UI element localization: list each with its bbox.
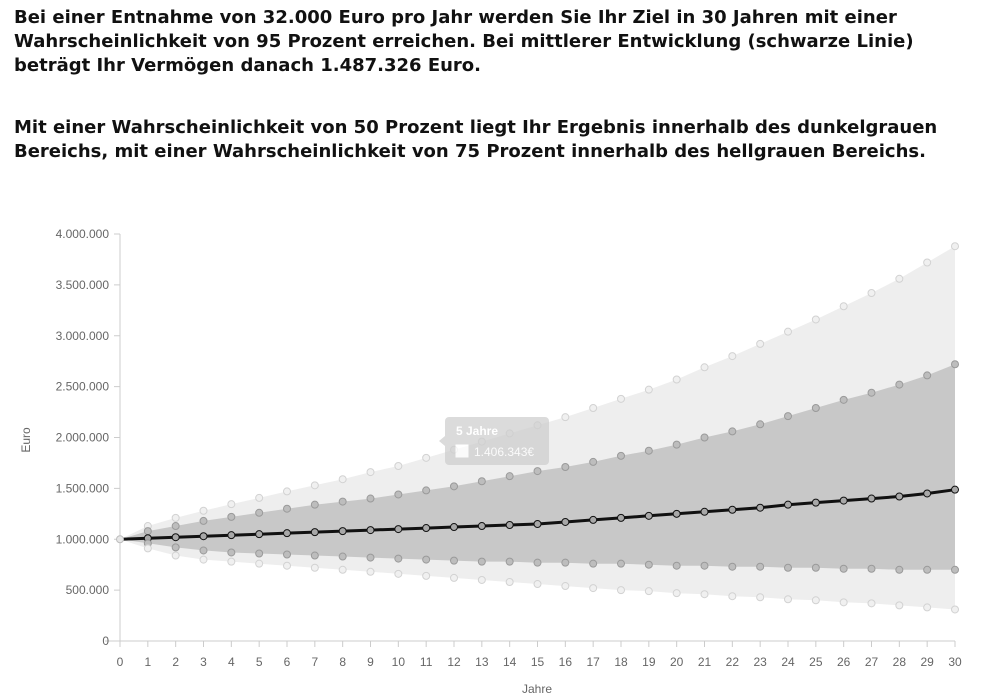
x-tick-label: 8 bbox=[339, 655, 347, 669]
inner-lower-point bbox=[451, 557, 458, 564]
outer-upper-point bbox=[924, 259, 931, 266]
outer-lower-point bbox=[868, 600, 875, 607]
outer-lower-point bbox=[200, 556, 207, 563]
median-point bbox=[172, 534, 179, 541]
inner-upper-point bbox=[478, 478, 485, 485]
x-tick-label: 6 bbox=[283, 655, 291, 669]
outer-upper-point bbox=[339, 476, 346, 483]
inner-upper-point bbox=[562, 464, 569, 471]
x-tick-label: 20 bbox=[669, 655, 684, 669]
median-point bbox=[785, 501, 792, 508]
outer-upper-point bbox=[395, 462, 402, 469]
median-point bbox=[729, 506, 736, 513]
outer-lower-point bbox=[451, 574, 458, 581]
inner-upper-point bbox=[757, 421, 764, 428]
outer-upper-point bbox=[423, 454, 430, 461]
outer-lower-point bbox=[701, 591, 708, 598]
x-tick-label: 18 bbox=[614, 655, 628, 669]
inner-lower-point bbox=[757, 563, 764, 570]
inner-upper-point bbox=[785, 413, 792, 420]
median-point bbox=[840, 497, 847, 504]
x-tick-label: 17 bbox=[586, 655, 600, 669]
median-point bbox=[645, 512, 652, 519]
outer-upper-point bbox=[785, 328, 792, 335]
tooltip-swatch bbox=[456, 445, 468, 457]
start-point bbox=[117, 536, 124, 543]
outer-upper-point bbox=[673, 376, 680, 383]
outer-upper-point bbox=[590, 404, 597, 411]
median-point bbox=[256, 531, 263, 538]
median-point bbox=[952, 486, 959, 493]
outer-lower-point bbox=[478, 576, 485, 583]
outer-upper-point bbox=[729, 353, 736, 360]
y-tick-label: 2.500.000 bbox=[55, 379, 109, 394]
x-tick-label: 3 bbox=[200, 655, 207, 669]
inner-lower-point bbox=[367, 554, 374, 561]
outer-lower-point bbox=[924, 604, 931, 611]
outer-upper-point bbox=[284, 488, 291, 495]
outer-lower-point bbox=[534, 581, 541, 588]
inner-lower-point bbox=[590, 560, 597, 567]
x-tick-label: 14 bbox=[502, 655, 517, 669]
inner-lower-point bbox=[952, 566, 959, 573]
inner-lower-point bbox=[534, 559, 541, 566]
x-tick-label: 4 bbox=[227, 655, 235, 669]
x-tick-label: 13 bbox=[475, 655, 489, 669]
inner-lower-point bbox=[423, 556, 430, 563]
inner-upper-point bbox=[451, 483, 458, 490]
inner-upper-point bbox=[144, 528, 151, 535]
inner-lower-point bbox=[311, 552, 318, 559]
x-tick-label: 29 bbox=[920, 655, 934, 669]
inner-upper-point bbox=[395, 491, 402, 498]
median-point bbox=[896, 493, 903, 500]
y-tick-label: 500.000 bbox=[65, 583, 109, 598]
outer-lower-point bbox=[896, 602, 903, 609]
outer-lower-point bbox=[172, 552, 179, 559]
median-point bbox=[478, 523, 485, 530]
x-tick-label: 0 bbox=[116, 655, 124, 669]
x-tick-label: 24 bbox=[781, 655, 795, 669]
outer-lower-point bbox=[228, 558, 235, 565]
outer-upper-point bbox=[367, 469, 374, 476]
y-tick-label: 3.500.000 bbox=[55, 277, 109, 292]
inner-lower-point bbox=[729, 563, 736, 570]
x-tick-label: 19 bbox=[642, 655, 656, 669]
x-tick-label: 25 bbox=[809, 655, 823, 669]
outer-lower-point bbox=[284, 562, 291, 569]
x-axis-title: Jahre bbox=[521, 682, 553, 696]
inner-lower-point bbox=[701, 562, 708, 569]
inner-upper-point bbox=[729, 428, 736, 435]
median-point bbox=[367, 527, 374, 534]
x-tick-label: 2 bbox=[172, 655, 180, 669]
inner-lower-point bbox=[618, 560, 625, 567]
outer-lower-point bbox=[618, 587, 625, 594]
median-point bbox=[701, 508, 708, 515]
summary-paragraph: Bei einer Entnahme von 32.000 Euro pro Jahr werden Sie Ihr Ziel in 30 Jahren mit einer Wahrscheinlichkeit von 95 Prozent erreichen. Bei mittlerer Entwicklung (schwarze Linie) beträgt Ihr Vermögen danach 1.487.326 Euro. bbox=[14, 7, 914, 76]
x-tick-label: 10 bbox=[391, 655, 406, 669]
x-tick-label: 26 bbox=[836, 655, 851, 669]
outer-lower-point bbox=[311, 564, 318, 571]
inner-upper-point bbox=[311, 501, 318, 508]
x-tick-label: 16 bbox=[558, 655, 573, 669]
outer-lower-point bbox=[757, 594, 764, 601]
median-point bbox=[812, 499, 819, 506]
inner-lower-point bbox=[172, 544, 179, 551]
inner-upper-point bbox=[868, 389, 875, 396]
outer-lower-point bbox=[562, 583, 569, 590]
outer-upper-point bbox=[812, 316, 819, 323]
inner-upper-point bbox=[618, 452, 625, 459]
median-point bbox=[284, 530, 291, 537]
median-point bbox=[673, 510, 680, 517]
outer-lower-point bbox=[256, 560, 263, 567]
outer-upper-point bbox=[645, 386, 652, 393]
outer-upper-point bbox=[701, 364, 708, 371]
x-tick-label: 22 bbox=[725, 655, 740, 669]
outer-upper-point bbox=[840, 303, 847, 310]
median-point bbox=[339, 528, 346, 535]
x-tick-label: 9 bbox=[367, 655, 374, 669]
y-axis-title: Euro bbox=[19, 427, 33, 453]
outer-lower-point bbox=[673, 590, 680, 597]
outer-upper-point bbox=[172, 514, 179, 521]
outer-lower-point bbox=[952, 606, 959, 613]
inner-upper-point bbox=[701, 434, 708, 441]
inner-lower-point bbox=[645, 561, 652, 568]
x-tick-label: 5 bbox=[255, 655, 263, 669]
inner-upper-point bbox=[506, 473, 513, 480]
median-point bbox=[590, 516, 597, 523]
outer-lower-point bbox=[645, 588, 652, 595]
inner-lower-point bbox=[284, 551, 291, 558]
y-tick-label: 4.000.000 bbox=[55, 227, 109, 241]
x-tick-label: 28 bbox=[892, 655, 907, 669]
inner-upper-point bbox=[812, 404, 819, 411]
inner-upper-point bbox=[952, 361, 959, 368]
outer-lower-point bbox=[729, 593, 736, 600]
inner-upper-point bbox=[228, 513, 235, 520]
median-point bbox=[924, 490, 931, 497]
inner-lower-point bbox=[868, 565, 875, 572]
median-point bbox=[311, 529, 318, 536]
probability-paragraph: Mit einer Wahrscheinlichkeit von 50 Prozent liegt Ihr Ergebnis innerhalb des dunkelgrauen Bereichs, mit einer Wahrscheinlichkeit von 75 Prozent innerhalb des hellgrauen Bereichs. bbox=[14, 117, 938, 162]
inner-upper-point bbox=[339, 498, 346, 505]
outer-upper-point bbox=[562, 414, 569, 421]
inner-lower-point bbox=[506, 558, 513, 565]
inner-lower-point bbox=[812, 564, 819, 571]
median-point bbox=[534, 520, 541, 527]
outer-lower-point bbox=[812, 597, 819, 604]
median-point bbox=[228, 532, 235, 539]
inner-upper-point bbox=[172, 523, 179, 530]
inner-upper-point bbox=[284, 505, 291, 512]
median-point bbox=[200, 533, 207, 540]
outer-lower-point bbox=[785, 596, 792, 603]
outer-lower-point bbox=[423, 572, 430, 579]
median-point bbox=[506, 522, 513, 529]
x-tick-label: 15 bbox=[530, 655, 545, 669]
inner-lower-point bbox=[924, 566, 931, 573]
x-tick-label: 12 bbox=[447, 655, 461, 669]
x-tick-label: 30 bbox=[948, 655, 962, 669]
x-tick-label: 23 bbox=[753, 655, 767, 669]
inner-upper-point bbox=[840, 396, 847, 403]
y-tick-label: 1.500.000 bbox=[55, 481, 109, 496]
y-tick-label: 3.000.000 bbox=[55, 328, 109, 343]
median-point bbox=[562, 518, 569, 525]
inner-upper-point bbox=[200, 517, 207, 524]
inner-lower-point bbox=[200, 547, 207, 554]
outer-upper-point bbox=[618, 395, 625, 402]
outer-lower-point bbox=[367, 568, 374, 575]
inner-lower-point bbox=[339, 553, 346, 560]
outer-lower-point bbox=[395, 570, 402, 577]
outer-upper-point bbox=[757, 340, 764, 347]
x-tick-label: 7 bbox=[311, 655, 319, 669]
outer-upper-point bbox=[952, 243, 959, 250]
inner-lower-point bbox=[840, 565, 847, 572]
outer-upper-point bbox=[896, 275, 903, 282]
outer-lower-point bbox=[506, 578, 513, 585]
y-tick-label: 2.000.000 bbox=[55, 430, 109, 445]
median-point bbox=[757, 504, 764, 511]
tooltip-value: 1.406.343€ bbox=[474, 445, 535, 459]
median-point bbox=[868, 495, 875, 502]
tooltip-title: 5 Jahre bbox=[456, 424, 499, 438]
inner-lower-point bbox=[785, 564, 792, 571]
inner-lower-point bbox=[673, 562, 680, 569]
inner-upper-point bbox=[673, 441, 680, 448]
inner-upper-point bbox=[423, 487, 430, 494]
inner-upper-point bbox=[367, 495, 374, 502]
x-tick-label: 11 bbox=[419, 655, 433, 669]
x-tick-label: 27 bbox=[864, 655, 879, 669]
x-tick-label: 21 bbox=[697, 655, 712, 669]
outer-lower-point bbox=[590, 585, 597, 592]
median-point bbox=[423, 525, 430, 532]
inner-lower-point bbox=[896, 566, 903, 573]
inner-upper-point bbox=[534, 468, 541, 475]
inner-lower-point bbox=[395, 555, 402, 562]
inner-upper-point bbox=[896, 381, 903, 388]
inner-lower-point bbox=[256, 550, 263, 557]
outer-lower-point bbox=[840, 599, 847, 606]
y-tick-label: 0 bbox=[102, 634, 109, 648]
y-tick-label: 1.000.000 bbox=[55, 532, 109, 547]
outer-lower-point bbox=[339, 566, 346, 573]
x-tick-label: 1 bbox=[144, 655, 152, 669]
outer-upper-point bbox=[256, 494, 263, 501]
inner-upper-point bbox=[590, 458, 597, 465]
inner-upper-point bbox=[645, 447, 652, 454]
inner-lower-point bbox=[562, 559, 569, 566]
inner-lower-point bbox=[478, 558, 485, 565]
median-point bbox=[618, 514, 625, 521]
outer-upper-point bbox=[868, 290, 875, 297]
chart-tooltip bbox=[439, 417, 549, 465]
outer-upper-point bbox=[311, 482, 318, 489]
outer-upper-point bbox=[200, 507, 207, 514]
inner-upper-point bbox=[256, 509, 263, 516]
median-point bbox=[451, 524, 458, 531]
inner-upper-point bbox=[924, 372, 931, 379]
median-point bbox=[395, 526, 402, 533]
outer-upper-point bbox=[228, 501, 235, 508]
inner-lower-point bbox=[228, 549, 235, 556]
outer-lower-point bbox=[144, 545, 151, 552]
